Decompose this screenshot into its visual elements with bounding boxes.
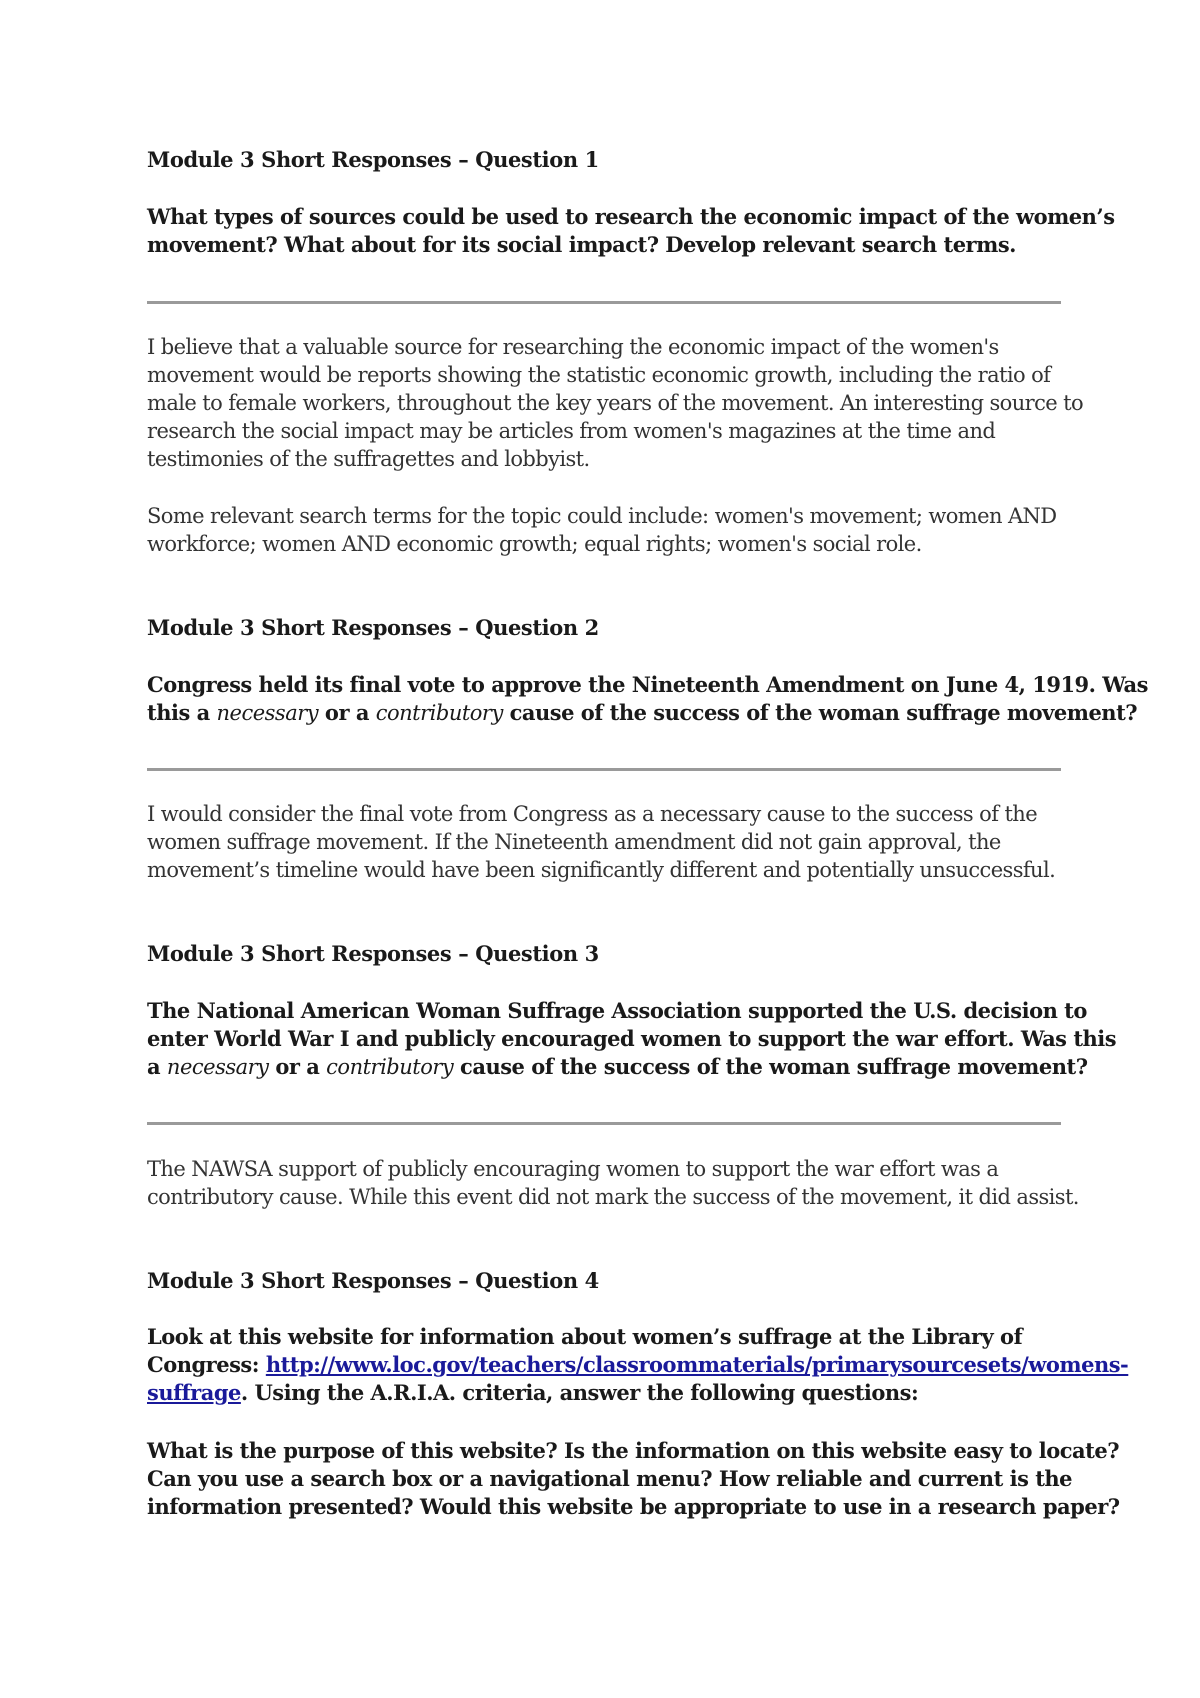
q4-intro-line xyxy=(147,1351,1129,1379)
q4-intro-text: Congress: xyxy=(147,1352,266,1377)
q4-intro-text: . Using the A.R.I.A. criteria, answer the following questions: xyxy=(240,1380,919,1405)
q4-intro-line xyxy=(147,1379,1067,1407)
q4-intro xyxy=(147,1323,1129,1407)
q4-heading: Module 3 Short Responses – Question 4 xyxy=(147,1268,599,1293)
q1-divider xyxy=(147,301,1061,304)
q2-answer-line: women suffrage movement. If the Nineteenth amendment did not gain approval, the xyxy=(147,830,1001,854)
q4-questions xyxy=(147,1437,1120,1521)
q3-question-text: or a xyxy=(268,1054,327,1079)
loc-website-link-continued[interactable]: suffrage xyxy=(147,1380,241,1405)
q2-question-text: this a xyxy=(147,700,217,725)
q3-answer-line: contributory cause. While this event did not mark the success of the movement, it did assist. xyxy=(147,1185,1079,1209)
q4-question-line: What is the purpose of this website? Is the information on this website easy to locate? xyxy=(147,1438,1120,1463)
q2-question-line xyxy=(147,699,1138,727)
q2-answer-line: I would consider the final vote from Congress as a necessary cause to the success of the xyxy=(147,802,1038,826)
loc-website-link[interactable]: http://www.loc.gov/teachers/classroommaterials/primarysourcesets/womens- xyxy=(265,1352,1129,1377)
q1-heading: Module 3 Short Responses – Question 1 xyxy=(147,147,599,172)
q3-contributory-term: contributory xyxy=(326,1055,454,1079)
q3-necessary-term: necessary xyxy=(166,1055,269,1079)
q3-divider xyxy=(147,1122,1061,1125)
q3-question xyxy=(147,997,1117,1081)
q1-answer-line: Some relevant search terms for the topic could include: women's movement; women AND xyxy=(147,504,1057,528)
q1-answer-line: I believe that a valuable source for researching the economic impact of the women's xyxy=(147,335,999,359)
q4-intro-line: Look at this website for information about women’s suffrage at the Library of xyxy=(147,1324,1023,1349)
q1-answer-line: movement would be reports showing the statistic economic growth, including the ratio of xyxy=(147,363,1051,387)
q3-question-text: cause of the success of the woman suffrage movement? xyxy=(453,1054,1088,1079)
q2-question-text: or a xyxy=(318,700,376,725)
q2-necessary-term: necessary xyxy=(216,701,319,725)
q3-answer-line: The NAWSA support of publicly encouraging women to support the war effort was a xyxy=(147,1157,999,1181)
q2-question-text: cause of the success of the woman suffrage movement? xyxy=(502,700,1138,725)
q4-question-line: Can you use a search box or a navigational menu? How reliable and current is the xyxy=(147,1466,1073,1491)
q1-answer-line: male to female workers, throughout the key years of the movement. An interesting source to xyxy=(147,391,1084,415)
q3-question-text: a xyxy=(147,1054,167,1079)
q2-divider xyxy=(147,768,1061,771)
q4-question-line: information presented? Would this website be appropriate to use in a research paper? xyxy=(147,1494,1120,1519)
q1-answer-line: workforce; women AND economic growth; equal rights; women's social role. xyxy=(147,532,922,556)
q2-answer-line: movement’s timeline would have been significantly different and potentially unsuccessful. xyxy=(147,858,1056,882)
q2-question xyxy=(147,671,1148,727)
q1-answer-line: research the social impact may be articles from women's magazines at the time and xyxy=(147,419,996,443)
q3-question-line: The National American Woman Suffrage Association supported the U.S. decision to xyxy=(147,998,1087,1023)
q1-answer-paragraph-1 xyxy=(147,333,1084,473)
q2-heading: Module 3 Short Responses – Question 2 xyxy=(147,615,599,640)
q2-question-line: Congress held its final vote to approve the Nineteenth Amendment on June 4, 1919. Was xyxy=(147,672,1148,697)
q3-heading: Module 3 Short Responses – Question 3 xyxy=(147,941,599,966)
q3-question-line: enter World War I and publicly encouraged women to support the war effort. Was this xyxy=(147,1026,1117,1051)
q1-question xyxy=(147,203,1115,259)
q2-answer xyxy=(147,800,1067,884)
q1-question-line: What types of sources could be used to research the economic impact of the women’s xyxy=(147,204,1115,229)
q3-question-line xyxy=(147,1053,1088,1081)
q2-contributory-term: contributory xyxy=(375,701,503,725)
q1-answer-paragraph-2 xyxy=(147,502,1067,558)
q1-answer-line: testimonies of the suffragettes and lobbyist. xyxy=(147,447,590,471)
q1-question-line: movement? What about for its social impact? Develop relevant search terms. xyxy=(147,232,1016,257)
q3-answer xyxy=(147,1155,1079,1211)
